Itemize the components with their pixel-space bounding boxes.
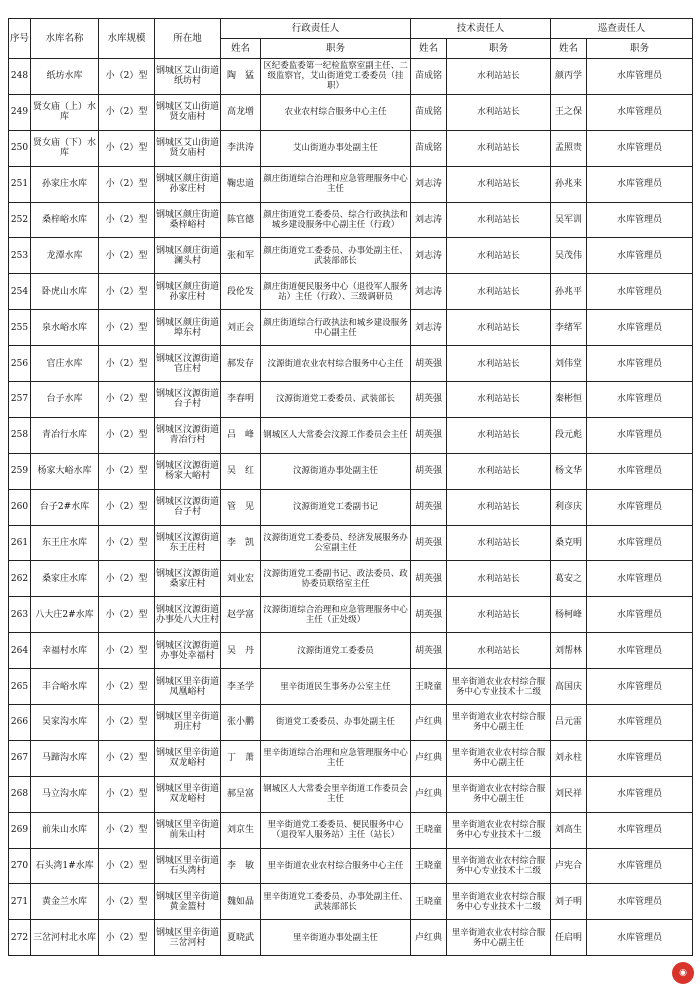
cell-admin-duty: 里辛街道党工委委员、办事处副主任、武装部部长 (261, 884, 411, 920)
cell-tech-name: 胡英强 (411, 417, 447, 453)
cell-admin-duty: 钢城区人大常委会汶源工作委员会主任 (261, 417, 411, 453)
cell-reservoir-name: 青冶行水库 (31, 417, 99, 453)
cell-tech-duty: 水利站站长 (447, 274, 551, 310)
cell-reservoir-name: 马立沟水库 (31, 776, 99, 812)
cell-tech-duty: 里辛街道农业农村综合服务中心副主任 (447, 776, 551, 812)
cell-admin-name: 管 见 (221, 489, 261, 525)
table-row (9, 166, 693, 202)
cell-reservoir-name: 石头湾1#水库 (31, 848, 99, 884)
cell-reservoir-name: 黄金兰水库 (31, 884, 99, 920)
cell-admin-name: 丁 萧 (221, 740, 261, 776)
cell-tech-duty: 水利站站长 (447, 453, 551, 489)
cell-admin-name: 吴 丹 (221, 633, 261, 669)
cell-admin-name: 郝呈富 (221, 776, 261, 812)
cell-tech-duty: 水利站站长 (447, 166, 551, 202)
cell-tech-name: 刘志涛 (411, 238, 447, 274)
cell-tech-name: 刘志涛 (411, 166, 447, 202)
cell-admin-name: 李圣学 (221, 669, 261, 705)
cell-reservoir-name: 丰合峪水库 (31, 669, 99, 705)
cell-admin-duty: 汶源街道党工委副书记 (261, 489, 411, 525)
cell-scale: 小（2）型 (99, 238, 155, 274)
cell-tech-name: 胡英强 (411, 597, 447, 633)
cell-scale: 小（2）型 (99, 417, 155, 453)
table-row (9, 597, 693, 633)
cell-location: 钢城区艾山街道贤女庙村 (155, 94, 221, 130)
cell-reservoir-name: 三岔河村北水库 (31, 920, 99, 956)
cell-tech-name: 卢红典 (411, 705, 447, 741)
cell-patrol-duty: 水库管理员 (587, 310, 693, 346)
cell-tech-duty: 水利站站长 (447, 561, 551, 597)
cell-admin-duty: 汶源街道党工委副书记、政法委员、政协委员联络室主任 (261, 561, 411, 597)
cell-seq: 250 (9, 130, 31, 166)
cell-seq: 268 (9, 776, 31, 812)
table-row (9, 130, 693, 166)
cell-patrol-duty: 水库管理员 (587, 597, 693, 633)
table-row (9, 489, 693, 525)
cell-admin-duty: 颜庄街道综合行政执法和城乡建设服务中心副主任 (261, 310, 411, 346)
cell-admin-duty: 钢城区人大常委会里辛街道工作委员会主任 (261, 776, 411, 812)
cell-tech-name: 胡英强 (411, 561, 447, 597)
cell-tech-name: 王晓童 (411, 812, 447, 848)
cell-tech-duty: 水利站站长 (447, 382, 551, 418)
cell-location: 钢城区里辛街道双龙峪村 (155, 776, 221, 812)
reservoir-responsibility-table-sheet (8, 18, 692, 956)
cell-scale: 小（2）型 (99, 489, 155, 525)
cell-reservoir-name: 泉水峪水库 (31, 310, 99, 346)
cell-seq: 261 (9, 525, 31, 561)
cell-patrol-name: 孙兆来 (551, 166, 587, 202)
cell-seq: 254 (9, 274, 31, 310)
cell-location: 钢城区颜庄街道桑梓峪村 (155, 202, 221, 238)
cell-patrol-duty: 水库管理员 (587, 633, 693, 669)
cell-seq: 266 (9, 705, 31, 741)
cell-admin-name: 郝发存 (221, 346, 261, 382)
cell-reservoir-name: 台子水库 (31, 382, 99, 418)
table-row (9, 346, 693, 382)
cell-patrol-name: 杨柯峰 (551, 597, 587, 633)
cell-scale: 小（2）型 (99, 346, 155, 382)
cell-admin-name: 刘正会 (221, 310, 261, 346)
cell-scale: 小（2）型 (99, 453, 155, 489)
cell-tech-name: 胡英强 (411, 346, 447, 382)
cell-tech-name: 胡英强 (411, 489, 447, 525)
cell-tech-duty: 水利站站长 (447, 346, 551, 382)
table-row (9, 525, 693, 561)
cell-patrol-name: 桑克明 (551, 525, 587, 561)
cell-seq: 251 (9, 166, 31, 202)
cell-patrol-duty: 水库管理员 (587, 274, 693, 310)
table-row (9, 705, 693, 741)
cell-admin-name: 张小鹏 (221, 705, 261, 741)
table-row (9, 633, 693, 669)
cell-admin-duty: 汶源街道办事处副主任 (261, 453, 411, 489)
cell-patrol-duty: 水库管理员 (587, 848, 693, 884)
cell-scale: 小（2）型 (99, 776, 155, 812)
cell-seq: 269 (9, 812, 31, 848)
cell-seq: 256 (9, 346, 31, 382)
cell-tech-duty: 里辛街道农业农村综合服务中心专业技术十二级 (447, 669, 551, 705)
cell-patrol-duty: 水库管理员 (587, 238, 693, 274)
cell-patrol-name: 颜丙学 (551, 59, 587, 95)
cell-admin-duty: 里辛街道农业农村综合服务中心主任 (261, 848, 411, 884)
header-seq: 序号 (9, 19, 31, 59)
cell-patrol-name: 刘高生 (551, 812, 587, 848)
cell-scale: 小（2）型 (99, 561, 155, 597)
cell-admin-name: 鞠忠道 (221, 166, 261, 202)
table-row (9, 238, 693, 274)
cell-tech-name: 胡英强 (411, 633, 447, 669)
cell-admin-name: 陈官德 (221, 202, 261, 238)
cell-patrol-duty: 水库管理员 (587, 130, 693, 166)
cell-admin-name: 李春明 (221, 382, 261, 418)
cell-tech-name: 胡英强 (411, 453, 447, 489)
cell-admin-duty: 里辛街道民生事务办公室主任 (261, 669, 411, 705)
cell-patrol-duty: 水库管理员 (587, 740, 693, 776)
cell-admin-duty: 汶源街道党工委委员、经济发展服务办公室副主任 (261, 525, 411, 561)
cell-admin-name: 赵学富 (221, 597, 261, 633)
cell-admin-name: 高龙增 (221, 94, 261, 130)
table-row (9, 884, 693, 920)
cell-patrol-name: 刘永柱 (551, 740, 587, 776)
header-patrol-duty: 职务 (587, 39, 693, 59)
cell-admin-name: 李 敏 (221, 848, 261, 884)
header-scale: 水库规模 (99, 19, 155, 59)
cell-seq: 259 (9, 453, 31, 489)
cell-scale: 小（2）型 (99, 740, 155, 776)
cell-scale: 小（2）型 (99, 848, 155, 884)
cell-admin-duty: 里辛街道办事处副主任 (261, 920, 411, 956)
cell-seq: 260 (9, 489, 31, 525)
cell-patrol-duty: 水库管理员 (587, 346, 693, 382)
cell-location: 钢城区艾山街道贤女庙村 (155, 130, 221, 166)
cell-reservoir-name: 孙家庄水库 (31, 166, 99, 202)
header-tech-responsible: 技术责任人 (411, 19, 551, 39)
cell-tech-name: 胡英强 (411, 382, 447, 418)
cell-tech-duty: 里辛街道农业农村综合服务中心专业技术十二级 (447, 812, 551, 848)
cell-patrol-duty: 水库管理员 (587, 59, 693, 95)
cell-scale: 小（2）型 (99, 202, 155, 238)
cell-tech-duty: 水利站站长 (447, 202, 551, 238)
cell-location: 钢城区汶源街道青冶行村 (155, 417, 221, 453)
cell-tech-name: 刘志涛 (411, 310, 447, 346)
cell-scale: 小（2）型 (99, 310, 155, 346)
cell-admin-duty: 农业农村综合服务中心主任 (261, 94, 411, 130)
cell-patrol-duty: 水库管理员 (587, 202, 693, 238)
cell-seq: 249 (9, 94, 31, 130)
cell-patrol-name: 吴茂伟 (551, 238, 587, 274)
cell-seq: 248 (9, 59, 31, 95)
cell-tech-duty: 水利站站长 (447, 310, 551, 346)
cell-scale: 小（2）型 (99, 166, 155, 202)
table-row (9, 310, 693, 346)
cell-tech-name: 王晓童 (411, 848, 447, 884)
cell-admin-duty: 里辛街道综合治理和应急管理服务中心主任 (261, 740, 411, 776)
cell-location: 钢城区汶源街道官庄村 (155, 346, 221, 382)
cell-tech-name: 刘志涛 (411, 274, 447, 310)
cell-tech-duty: 水利站站长 (447, 238, 551, 274)
cell-seq: 265 (9, 669, 31, 705)
cell-patrol-duty: 水库管理员 (587, 920, 693, 956)
cell-patrol-name: 吕元雷 (551, 705, 587, 741)
cell-patrol-name: 段元彪 (551, 417, 587, 453)
cell-patrol-duty: 水库管理员 (587, 884, 693, 920)
cell-patrol-name: 吴军训 (551, 202, 587, 238)
cell-reservoir-name: 卧虎山水库 (31, 274, 99, 310)
cell-reservoir-name: 龙潭水库 (31, 238, 99, 274)
cell-location: 钢城区颜庄街道澜头村 (155, 238, 221, 274)
cell-reservoir-name: 前朱山水库 (31, 812, 99, 848)
cell-seq: 271 (9, 884, 31, 920)
cell-tech-name: 卢红典 (411, 776, 447, 812)
cell-location: 钢城区汶源街道办事处幸福村 (155, 633, 221, 669)
cell-reservoir-name: 桑家庄水库 (31, 561, 99, 597)
cell-admin-duty: 汶源街道综合治理和应急管理服务中心主任（正处级） (261, 597, 411, 633)
cell-admin-duty: 区纪委监委第一纪检监察室副主任、二级监察官，艾山街道党工委委员（挂职） (261, 59, 411, 95)
cell-seq: 258 (9, 417, 31, 453)
cell-patrol-name: 高国庆 (551, 669, 587, 705)
cell-location: 钢城区里辛街道双龙峪村 (155, 740, 221, 776)
cell-patrol-name: 杨文华 (551, 453, 587, 489)
cell-location: 钢城区汶源街道杨家大峪村 (155, 453, 221, 489)
cell-tech-name: 卢红典 (411, 740, 447, 776)
cell-patrol-name: 孟照贵 (551, 130, 587, 166)
cell-patrol-name: 刘民祥 (551, 776, 587, 812)
table-row (9, 848, 693, 884)
cell-scale: 小（2）型 (99, 94, 155, 130)
cell-tech-name: 刘志涛 (411, 202, 447, 238)
cell-reservoir-name: 纸坊水库 (31, 59, 99, 95)
cell-location: 钢城区汶源街道办事处八大庄村 (155, 597, 221, 633)
cell-admin-duty: 街道党工委委员、办事处副主任 (261, 705, 411, 741)
cell-admin-name: 段伦发 (221, 274, 261, 310)
cell-location: 钢城区里辛街道黄金篮村 (155, 884, 221, 920)
cell-admin-name: 陶 猛 (221, 59, 261, 95)
cell-scale: 小（2）型 (99, 59, 155, 95)
header-patrol-responsible: 巡查责任人 (551, 19, 693, 39)
cell-tech-name: 苗成铭 (411, 94, 447, 130)
cell-patrol-name: 刘子明 (551, 884, 587, 920)
cell-patrol-duty: 水库管理员 (587, 705, 693, 741)
cell-scale: 小（2）型 (99, 382, 155, 418)
cell-tech-duty: 水利站站长 (447, 130, 551, 166)
cell-reservoir-name: 幸福村水库 (31, 633, 99, 669)
table-row (9, 417, 693, 453)
table-row (9, 812, 693, 848)
cell-scale: 小（2）型 (99, 274, 155, 310)
cell-tech-duty: 水利站站长 (447, 597, 551, 633)
cell-tech-duty: 里辛街道农业农村综合服务中心专业技术十二级 (447, 848, 551, 884)
cell-reservoir-name: 八大庄2#水库 (31, 597, 99, 633)
cell-tech-name: 苗成铭 (411, 59, 447, 95)
header-tech-name: 姓名 (411, 39, 447, 59)
header-reservoir-name: 水库名称 (31, 19, 99, 59)
cell-tech-duty: 水利站站长 (447, 59, 551, 95)
cell-patrol-duty: 水库管理员 (587, 489, 693, 525)
cell-tech-duty: 水利站站长 (447, 489, 551, 525)
cell-admin-duty: 颜庄街道党工委委员、办事处副主任、武装部部长 (261, 238, 411, 274)
cell-seq: 264 (9, 633, 31, 669)
table-row (9, 202, 693, 238)
cell-admin-name: 刘京生 (221, 812, 261, 848)
cell-scale: 小（2）型 (99, 633, 155, 669)
table-row (9, 59, 693, 95)
cell-location: 钢城区里辛街道凤凰峪村 (155, 669, 221, 705)
cell-seq: 267 (9, 740, 31, 776)
cell-seq: 253 (9, 238, 31, 274)
cell-admin-name: 李 凯 (221, 525, 261, 561)
cell-admin-duty: 颜庄街道党工委委员、综合行政执法和城乡建设服务中心副主任（行政） (261, 202, 411, 238)
cell-admin-name: 刘业宏 (221, 561, 261, 597)
cell-seq: 255 (9, 310, 31, 346)
cell-patrol-duty: 水库管理员 (587, 382, 693, 418)
cell-reservoir-name: 桑梓峪水库 (31, 202, 99, 238)
cell-scale: 小（2）型 (99, 705, 155, 741)
cell-admin-duty: 艾山街道办事处副主任 (261, 130, 411, 166)
cell-tech-name: 王晓童 (411, 884, 447, 920)
cell-location: 钢城区颜庄街道埠东村 (155, 310, 221, 346)
cell-location: 钢城区艾山街道纸坊村 (155, 59, 221, 95)
table-row (9, 669, 693, 705)
header-patrol-name: 姓名 (551, 39, 587, 59)
header-admin-name: 姓名 (221, 39, 261, 59)
responsibility-table (8, 18, 693, 956)
cell-tech-duty: 里辛街道农业农村综合服务中心专业技术十二级 (447, 884, 551, 920)
cell-patrol-duty: 水库管理员 (587, 417, 693, 453)
table-row (9, 453, 693, 489)
cell-reservoir-name: 台子2#水库 (31, 489, 99, 525)
table-body (9, 59, 693, 956)
cell-tech-name: 苗成铭 (411, 130, 447, 166)
table-row (9, 920, 693, 956)
cell-scale: 小（2）型 (99, 920, 155, 956)
cell-patrol-name: 刘伟堂 (551, 346, 587, 382)
cell-location: 钢城区里辛街道前朱山村 (155, 812, 221, 848)
header-tech-duty: 职务 (447, 39, 551, 59)
cell-scale: 小（2）型 (99, 525, 155, 561)
header-admin-duty: 职务 (261, 39, 411, 59)
cell-tech-duty: 里辛街道农业农村综合服务中心副主任 (447, 705, 551, 741)
header-location: 所在地 (155, 19, 221, 59)
cell-location: 钢城区汶源街道桑家庄村 (155, 561, 221, 597)
cell-patrol-name: 秦彬恒 (551, 382, 587, 418)
cell-admin-duty: 里辛街道党工委委员、便民服务中心（退役军人服务站）主任（站长） (261, 812, 411, 848)
cell-patrol-name: 李绪军 (551, 310, 587, 346)
corner-logo-icon: ◉ (672, 962, 694, 984)
header-admin-responsible: 行政责任人 (221, 19, 411, 39)
cell-tech-duty: 水利站站长 (447, 633, 551, 669)
cell-location: 钢城区汶源街道东王庄村 (155, 525, 221, 561)
cell-admin-duty: 汶源街道党工委委员 (261, 633, 411, 669)
cell-admin-name: 夏晓武 (221, 920, 261, 956)
cell-seq: 262 (9, 561, 31, 597)
table-row (9, 382, 693, 418)
cell-location: 钢城区汶源街道台子村 (155, 489, 221, 525)
cell-patrol-duty: 水库管理员 (587, 561, 693, 597)
cell-tech-name: 胡英强 (411, 525, 447, 561)
cell-admin-name: 张和军 (221, 238, 261, 274)
cell-admin-duty: 颜庄街道综合治理和应急管理服务中心主任 (261, 166, 411, 202)
cell-scale: 小（2）型 (99, 130, 155, 166)
cell-patrol-duty: 水库管理员 (587, 453, 693, 489)
cell-admin-duty: 汶源街道党工委委员、武装部长 (261, 382, 411, 418)
cell-patrol-name: 孙兆平 (551, 274, 587, 310)
cell-tech-duty: 里辛街道农业农村综合服务中心副主任 (447, 920, 551, 956)
cell-reservoir-name: 马蹄沟水库 (31, 740, 99, 776)
cell-tech-duty: 水利站站长 (447, 417, 551, 453)
cell-seq: 272 (9, 920, 31, 956)
cell-seq: 257 (9, 382, 31, 418)
table-row (9, 94, 693, 130)
cell-tech-name: 卢红典 (411, 920, 447, 956)
cell-scale: 小（2）型 (99, 669, 155, 705)
cell-patrol-duty: 水库管理员 (587, 812, 693, 848)
cell-patrol-duty: 水库管理员 (587, 669, 693, 705)
cell-patrol-duty: 水库管理员 (587, 776, 693, 812)
cell-seq: 270 (9, 848, 31, 884)
cell-seq: 252 (9, 202, 31, 238)
cell-patrol-name: 卢宪合 (551, 848, 587, 884)
cell-location: 钢城区里辛街道石头湾村 (155, 848, 221, 884)
cell-patrol-duty: 水库管理员 (587, 94, 693, 130)
cell-reservoir-name: 官庄水库 (31, 346, 99, 382)
cell-admin-name: 魏如晶 (221, 884, 261, 920)
cell-location: 钢城区里辛街道玥庄村 (155, 705, 221, 741)
cell-reservoir-name: 杨家大峪水库 (31, 453, 99, 489)
cell-scale: 小（2）型 (99, 812, 155, 848)
cell-patrol-name: 利彦庆 (551, 489, 587, 525)
cell-location: 钢城区里辛街道三岔河村 (155, 920, 221, 956)
cell-tech-duty: 水利站站长 (447, 525, 551, 561)
cell-admin-duty: 汶源街道农业农村综合服务中心主任 (261, 346, 411, 382)
cell-admin-name: 李洪涛 (221, 130, 261, 166)
cell-location: 钢城区汶源街道台子村 (155, 382, 221, 418)
cell-seq: 263 (9, 597, 31, 633)
cell-scale: 小（2）型 (99, 884, 155, 920)
cell-patrol-name: 葛安之 (551, 561, 587, 597)
cell-tech-duty: 水利站站长 (447, 94, 551, 130)
header-row-1 (9, 19, 693, 39)
cell-patrol-name: 刘帮林 (551, 633, 587, 669)
cell-reservoir-name: 东王庄水库 (31, 525, 99, 561)
cell-tech-name: 王晓童 (411, 669, 447, 705)
cell-location: 钢城区颜庄街道孙家庄村 (155, 166, 221, 202)
cell-admin-name: 吴 红 (221, 453, 261, 489)
cell-patrol-name: 王之保 (551, 94, 587, 130)
cell-reservoir-name: 贤女庙（下）水库 (31, 130, 99, 166)
table-row (9, 740, 693, 776)
cell-reservoir-name: 吴家沟水库 (31, 705, 99, 741)
table-row (9, 274, 693, 310)
cell-scale: 小（2）型 (99, 597, 155, 633)
cell-patrol-name: 任启明 (551, 920, 587, 956)
cell-tech-duty: 里辛街道农业农村综合服务中心副主任 (447, 740, 551, 776)
table-row (9, 776, 693, 812)
table-row (9, 561, 693, 597)
cell-patrol-duty: 水库管理员 (587, 166, 693, 202)
cell-admin-name: 吕 峰 (221, 417, 261, 453)
cell-location: 钢城区颜庄街道孙家庄村 (155, 274, 221, 310)
cell-patrol-duty: 水库管理员 (587, 525, 693, 561)
cell-reservoir-name: 贤女庙（上）水库 (31, 94, 99, 130)
cell-admin-duty: 颜庄街道便民服务中心（退役军人服务站）主任（行政）、三级调研员 (261, 274, 411, 310)
